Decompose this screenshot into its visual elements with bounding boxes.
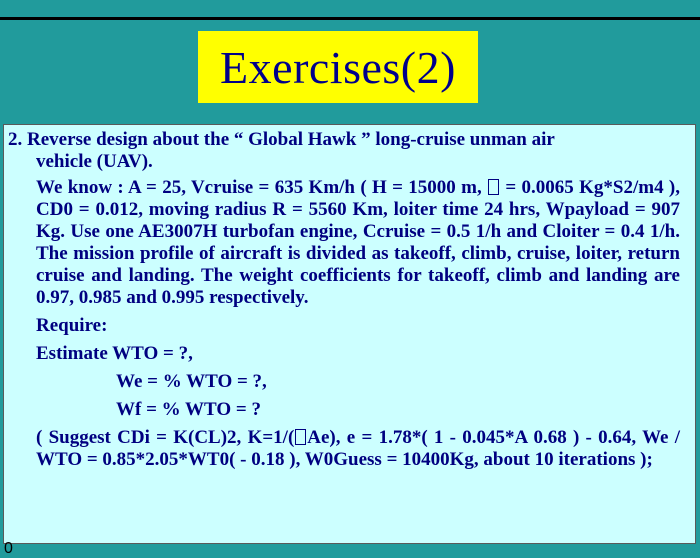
question-line-1: Reverse design about the “ Global Hawk ” long-cruise unman air	[27, 129, 555, 150]
missing-symbol-icon-2	[295, 429, 306, 445]
estimate-wf: Wf = % WTO = ?	[116, 399, 261, 420]
known-parameters	[8, 177, 680, 309]
question-heading	[8, 129, 680, 173]
known-part-1: We know : A = 25, Vcruise = 635 Km/h ( H = 15000 m,	[36, 177, 482, 198]
suggest-part-1: ( Suggest CDi = K(CL)2, K=1/(	[36, 427, 295, 448]
question-number: 2.	[8, 129, 23, 150]
suggestion-note	[8, 427, 680, 471]
estimate-wto: Estimate WTO = ?,	[36, 343, 193, 364]
exercise-content	[8, 129, 680, 471]
estimate-we: We = % WTO = ?,	[116, 371, 267, 392]
top-rule-divider	[0, 17, 700, 20]
exercise-content-box	[3, 124, 696, 544]
missing-symbol-icon	[488, 179, 499, 195]
title-box	[198, 31, 478, 103]
known-part-2: = 0.0065 Kg*S2/m4 ), CD0 = 0.012, moving radius R = 5560 Km, loiter time 24 hrs, Wpayload = 907 Kg. Use one AE3007H turbofan engine, Ccruise = 0.5 1/h and Cloiter = 0.4 1/h. The mission profile of aircraft is divided as takeoff, climb, cruise, loiter, return cruise and landing. The weight coefficients for takeoff, climb and landing are 0.97, 0.985 and 0.995 respectively.	[36, 177, 681, 308]
slide-title: Exercises(2)	[220, 41, 456, 93]
slide-number: 0	[4, 540, 13, 557]
require-label: Require:	[36, 315, 108, 336]
question-line-2: vehicle (UAV).	[36, 151, 153, 172]
suggest-part-2: Ae), e = 1.78*( 1 - 0.045*A 0.68 ) - 0.64, We / WTO = 0.85*2.05*WT0( - 0.18 ), W0Guess = 10400Kg, about 10 iterations );	[36, 427, 681, 470]
